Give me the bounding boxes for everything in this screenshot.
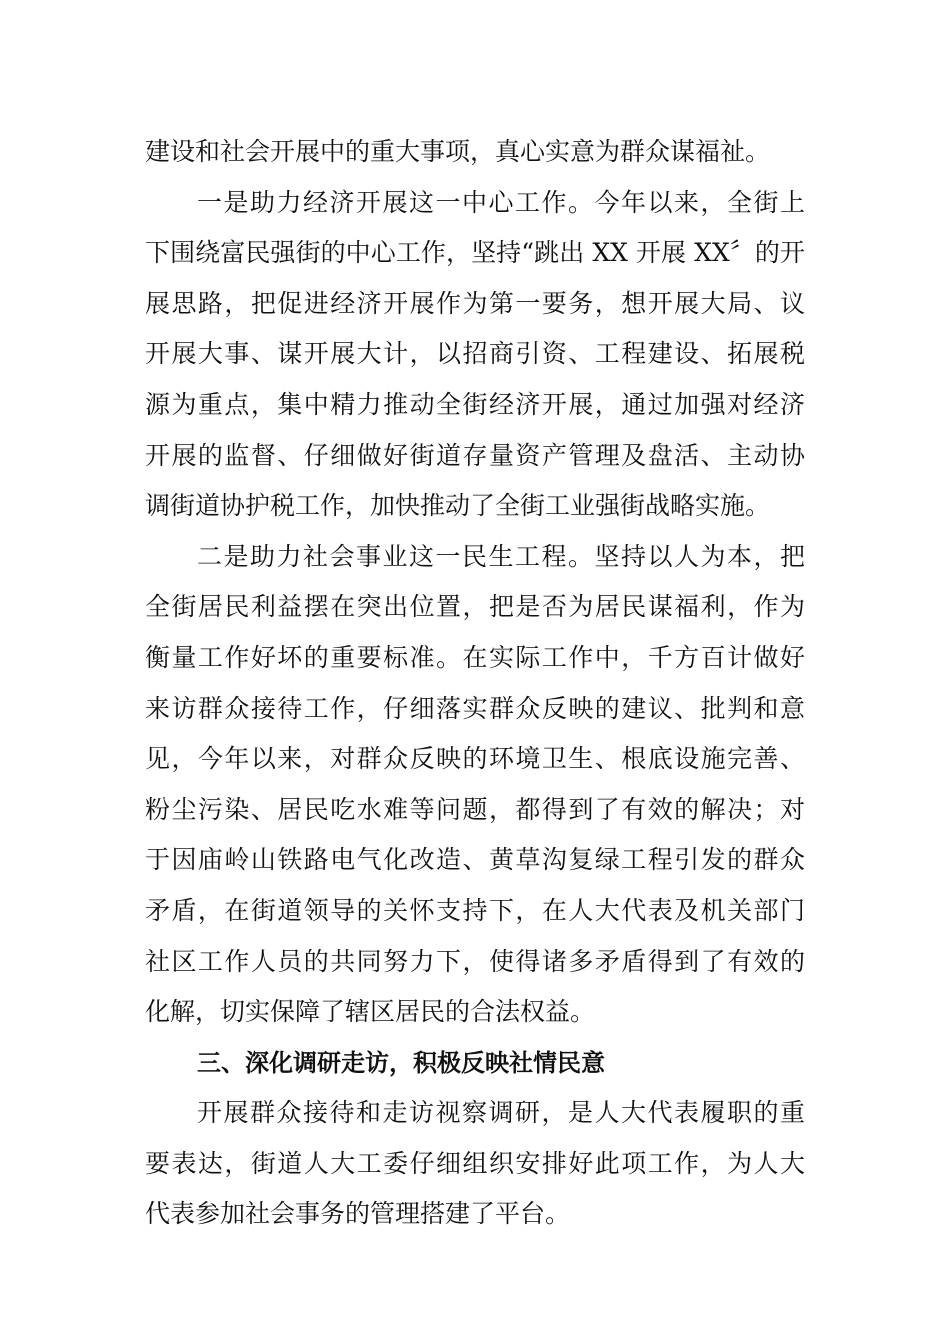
paragraph-line: 源为重点，集中精力推动全街经济开展，通过加强对经济 xyxy=(145,389,805,419)
paragraph-line: 衡量工作好坏的重要标准。在实际工作中，千方百计做好 xyxy=(145,642,805,672)
paragraph-line: 调街道协护税工作，加快推动了全街工业强街战略实施。 xyxy=(145,491,771,521)
paragraph-line: 全街居民利益摆在突出位置，把是否为居民谋福利，作为 xyxy=(145,592,805,622)
paragraph-line: 下围绕富民强街的中心工作，坚持“跳出 XX 开展 XX〞的开 xyxy=(145,238,805,268)
paragraph-line: 开展大事、谋开展大计，以招商引资、工程建设、拓展税 xyxy=(145,339,805,369)
paragraph-line: 社区工作人员的共同努力下，使得诸多矛盾得到了有效的 xyxy=(145,946,805,976)
paragraph-line: 于因庙岭山铁路电气化改造、黄草沟复绿工程引发的群众 xyxy=(145,845,805,875)
paragraph-line: 建设和社会开展中的重大事项，真心实意为群众谋福祉。 xyxy=(145,137,771,166)
paragraph-line: 要表达，街道人大工委仔细组织安排好此项工作，为人大 xyxy=(145,1148,805,1178)
paragraph-line: 来访群众接待工作，仔细落实群众反映的建议、批判和意 xyxy=(145,693,805,723)
paragraph-line: 开展的监督、仔细做好街道存量资产管理及盘活、主动协 xyxy=(145,440,805,470)
paragraph-line: 矛盾，在街道领导的关怀支持下，在人大代表及机关部门 xyxy=(145,895,805,925)
paragraph-line: 一是助力经济开展这一中心工作。今年以来，全街上 xyxy=(197,187,805,217)
paragraph-line: 开展群众接待和走访视察调研，是人大代表履职的重 xyxy=(197,1098,805,1128)
paragraph-line: 二是助力社会事业这一民生工程。坚持以人为本，把 xyxy=(197,541,805,571)
section-heading: 三、深化调研走访，积极反映社情民意 xyxy=(197,1048,605,1077)
paragraph-line: 展思路，把促进经济开展作为第一要务，想开展大局、议 xyxy=(145,288,805,318)
paragraph-line: 化解，切实保障了辖区居民的合法权益。 xyxy=(145,997,596,1027)
paragraph-line: 代表参加社会事务的管理搭建了平台。 xyxy=(145,1199,571,1229)
paragraph-line: 粉尘污染、居民吃水难等问题，都得到了有效的解决；对 xyxy=(145,794,805,824)
document-body xyxy=(145,127,805,1240)
paragraph-line: 见，今年以来，对群众反映的环境卫生、根底设施完善、 xyxy=(145,744,805,774)
